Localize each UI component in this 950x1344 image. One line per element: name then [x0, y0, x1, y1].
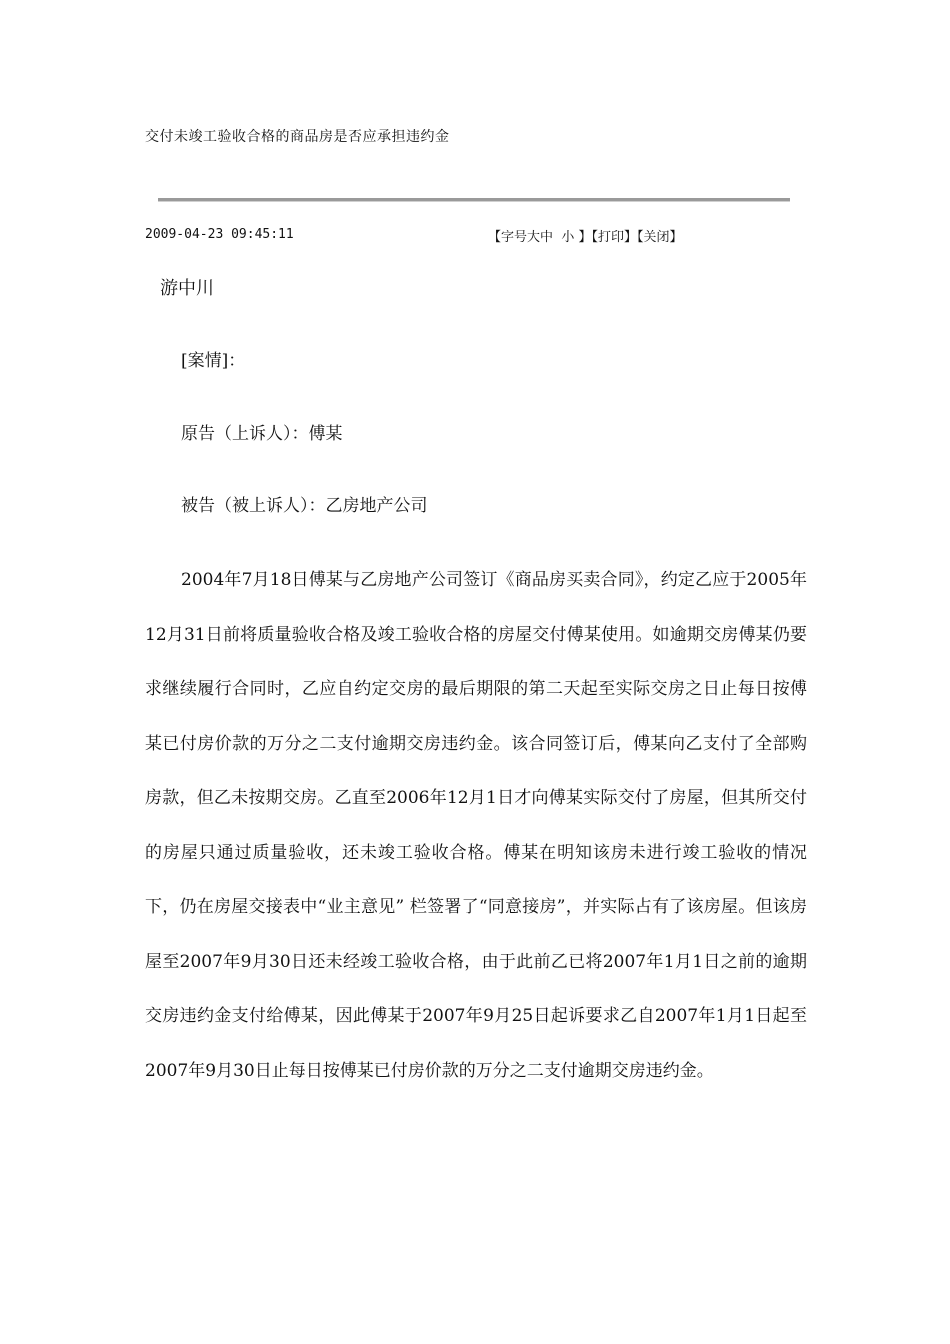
- font-size-open: 【字号: [488, 230, 528, 245]
- article-controls: [488, 226, 683, 245]
- defendant-line: 被告（被上诉人）：乙房地产公司: [181, 496, 428, 516]
- author-name: 游中川: [160, 278, 214, 299]
- case-paragraph: 2004年7月18日傅某与乙房地产公司签订《商品房买卖合同》，约定乙应于2005年12月31日前将质量验收合格及竣工验收合格的房屋交付傅某使用。如逾期交房傅某仍要求继续履行合同时，乙应自约定交房的最后期限的第二天起至实际交房之日止每日按傅某已付房价款的万分之二支付逾期交房违约金。该合同签订后，傅某向乙支付了全部购房款，但乙未按期交房。乙直至2006年12月1日才向傅某实际交付了房屋，但其所交付的房屋只通过质量验收，还未竣工验收合格。傅某在明知该房未进行竣工验收的情况下，仍在房屋交接表中“业主意见” 栏签署了“同意接房”，并实际占有了该房屋。但该房屋至2007年9月30日还未经竣工验收合格，由于此前乙已将2007年1月1日之前的逾期交房违约金支付给傅某，因此傅某于2007年9月25日起诉要求乙自2007年1月1日起至2007年9月30日止每日按傅某已付房价款的万分之二支付逾期交房违约金。: [145, 570, 807, 1081]
- font-small-link[interactable]: 小: [561, 230, 575, 245]
- font-size-close: 】: [578, 230, 592, 245]
- plaintiff-line: 原告（上诉人）：傅某: [181, 424, 343, 444]
- case-heading: [案情]：: [181, 351, 246, 371]
- close-link[interactable]: 【关闭】: [637, 230, 683, 245]
- font-large-link[interactable]: 大: [527, 230, 541, 245]
- publish-date: 2009-04-23 09:45:11: [145, 227, 294, 242]
- article-title: 交付未竣工验收合格的商品房是否应承担违约金: [145, 129, 450, 145]
- title-divider: [158, 198, 790, 202]
- font-medium-link[interactable]: 中: [540, 230, 554, 245]
- print-link[interactable]: 【打印】: [591, 230, 637, 245]
